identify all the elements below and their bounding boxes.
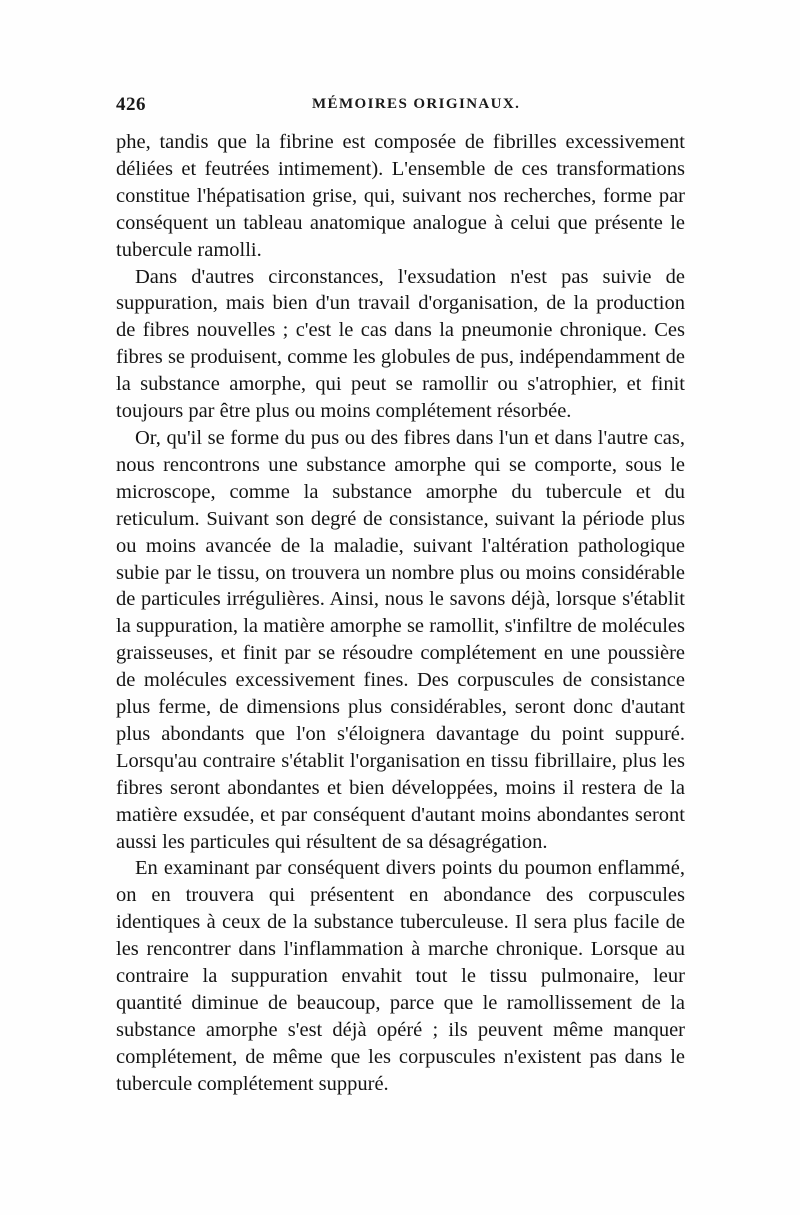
- body-text: [116, 129, 685, 1098]
- running-head: [116, 94, 684, 120]
- paragraph-inflamed-lung: En examinant par conséquent divers points du poumon enflammé, on en trouvera qui présentent en abondance des corpuscules identiques à ceux de la substance tuberculeuse. Il sera plus facile de les rencontrer dans l'inflammation à marche chronique. Lorsque au contraire la suppuration envahit tout le tissu pulmonaire, leur quantité diminue de beaucoup, parce que le ramollissement de la substance amorphe s'est déjà opéré ; ils peuvent même manquer complétement, de même que les corpuscules n'existent pas dans le tubercule complétement suppuré.: [116, 857, 685, 1095]
- paragraph-amorphous-substance: Or, qu'il se forme du pus ou des fibres dans l'un et dans l'autre cas, nous rencontrons une substance amorphe qui se comporte, sous le microscope, comme la substance amorphe du tubercule et du reticulum. Suivant son degré de consistance, suivant la période plus ou moins avancée de la maladie, suivant l'altération pathologique subie par le tissu, on trouvera un nombre plus ou moins considérable de particules irrégulières. Ainsi, nous le savons déjà, lorsque s'établit la suppuration, la matière amorphe se ramollit, s'infiltre de molécules graisseuses, et finit par se résoudre complétement en une poussière de molécules excessivement fines. Des corpuscules de consistance plus ferme, de dimensions plus considérables, seront donc d'autant plus abondants que l'on s'éloignera davantage du point suppuré. Lorsqu'au contraire s'établit l'organisation en tissu fibrillaire, plus les fibres seront abondantes et bien développées, moins il restera de la matière exsudée, et par conséquent d'autant moins abondantes seront aussi les particules qui résultent de sa désagrégation.: [116, 426, 685, 853]
- page-number: 426: [116, 94, 146, 115]
- paragraph-continuation: phe, tandis que la fibrine est composée de fibrilles excessivement déliées et feutrées intimement). L'ensemble de ces transformations constitue l'hépatisation grise, qui, suivant nos recherches, forme par conséquent un tableau anatomique analogue à celui que présente le tubercule ramolli.: [116, 131, 685, 261]
- running-title: MÉMOIRES ORIGINAUX.: [312, 96, 521, 112]
- paragraph-chronic-pneumonia: Dans d'autres circonstances, l'exsudation n'est pas suivie de suppuration, mais bien d'un travail d'organisation, de la production de fibres nouvelles ; c'est le cas dans la pneumonie chronique. Ces fibres se produisent, comme les globules de pus, indépendamment de la substance amorphe, qui peut se ramollir ou s'atrophier, et finit toujours par être plus ou moins complétement résorbée.: [116, 265, 685, 423]
